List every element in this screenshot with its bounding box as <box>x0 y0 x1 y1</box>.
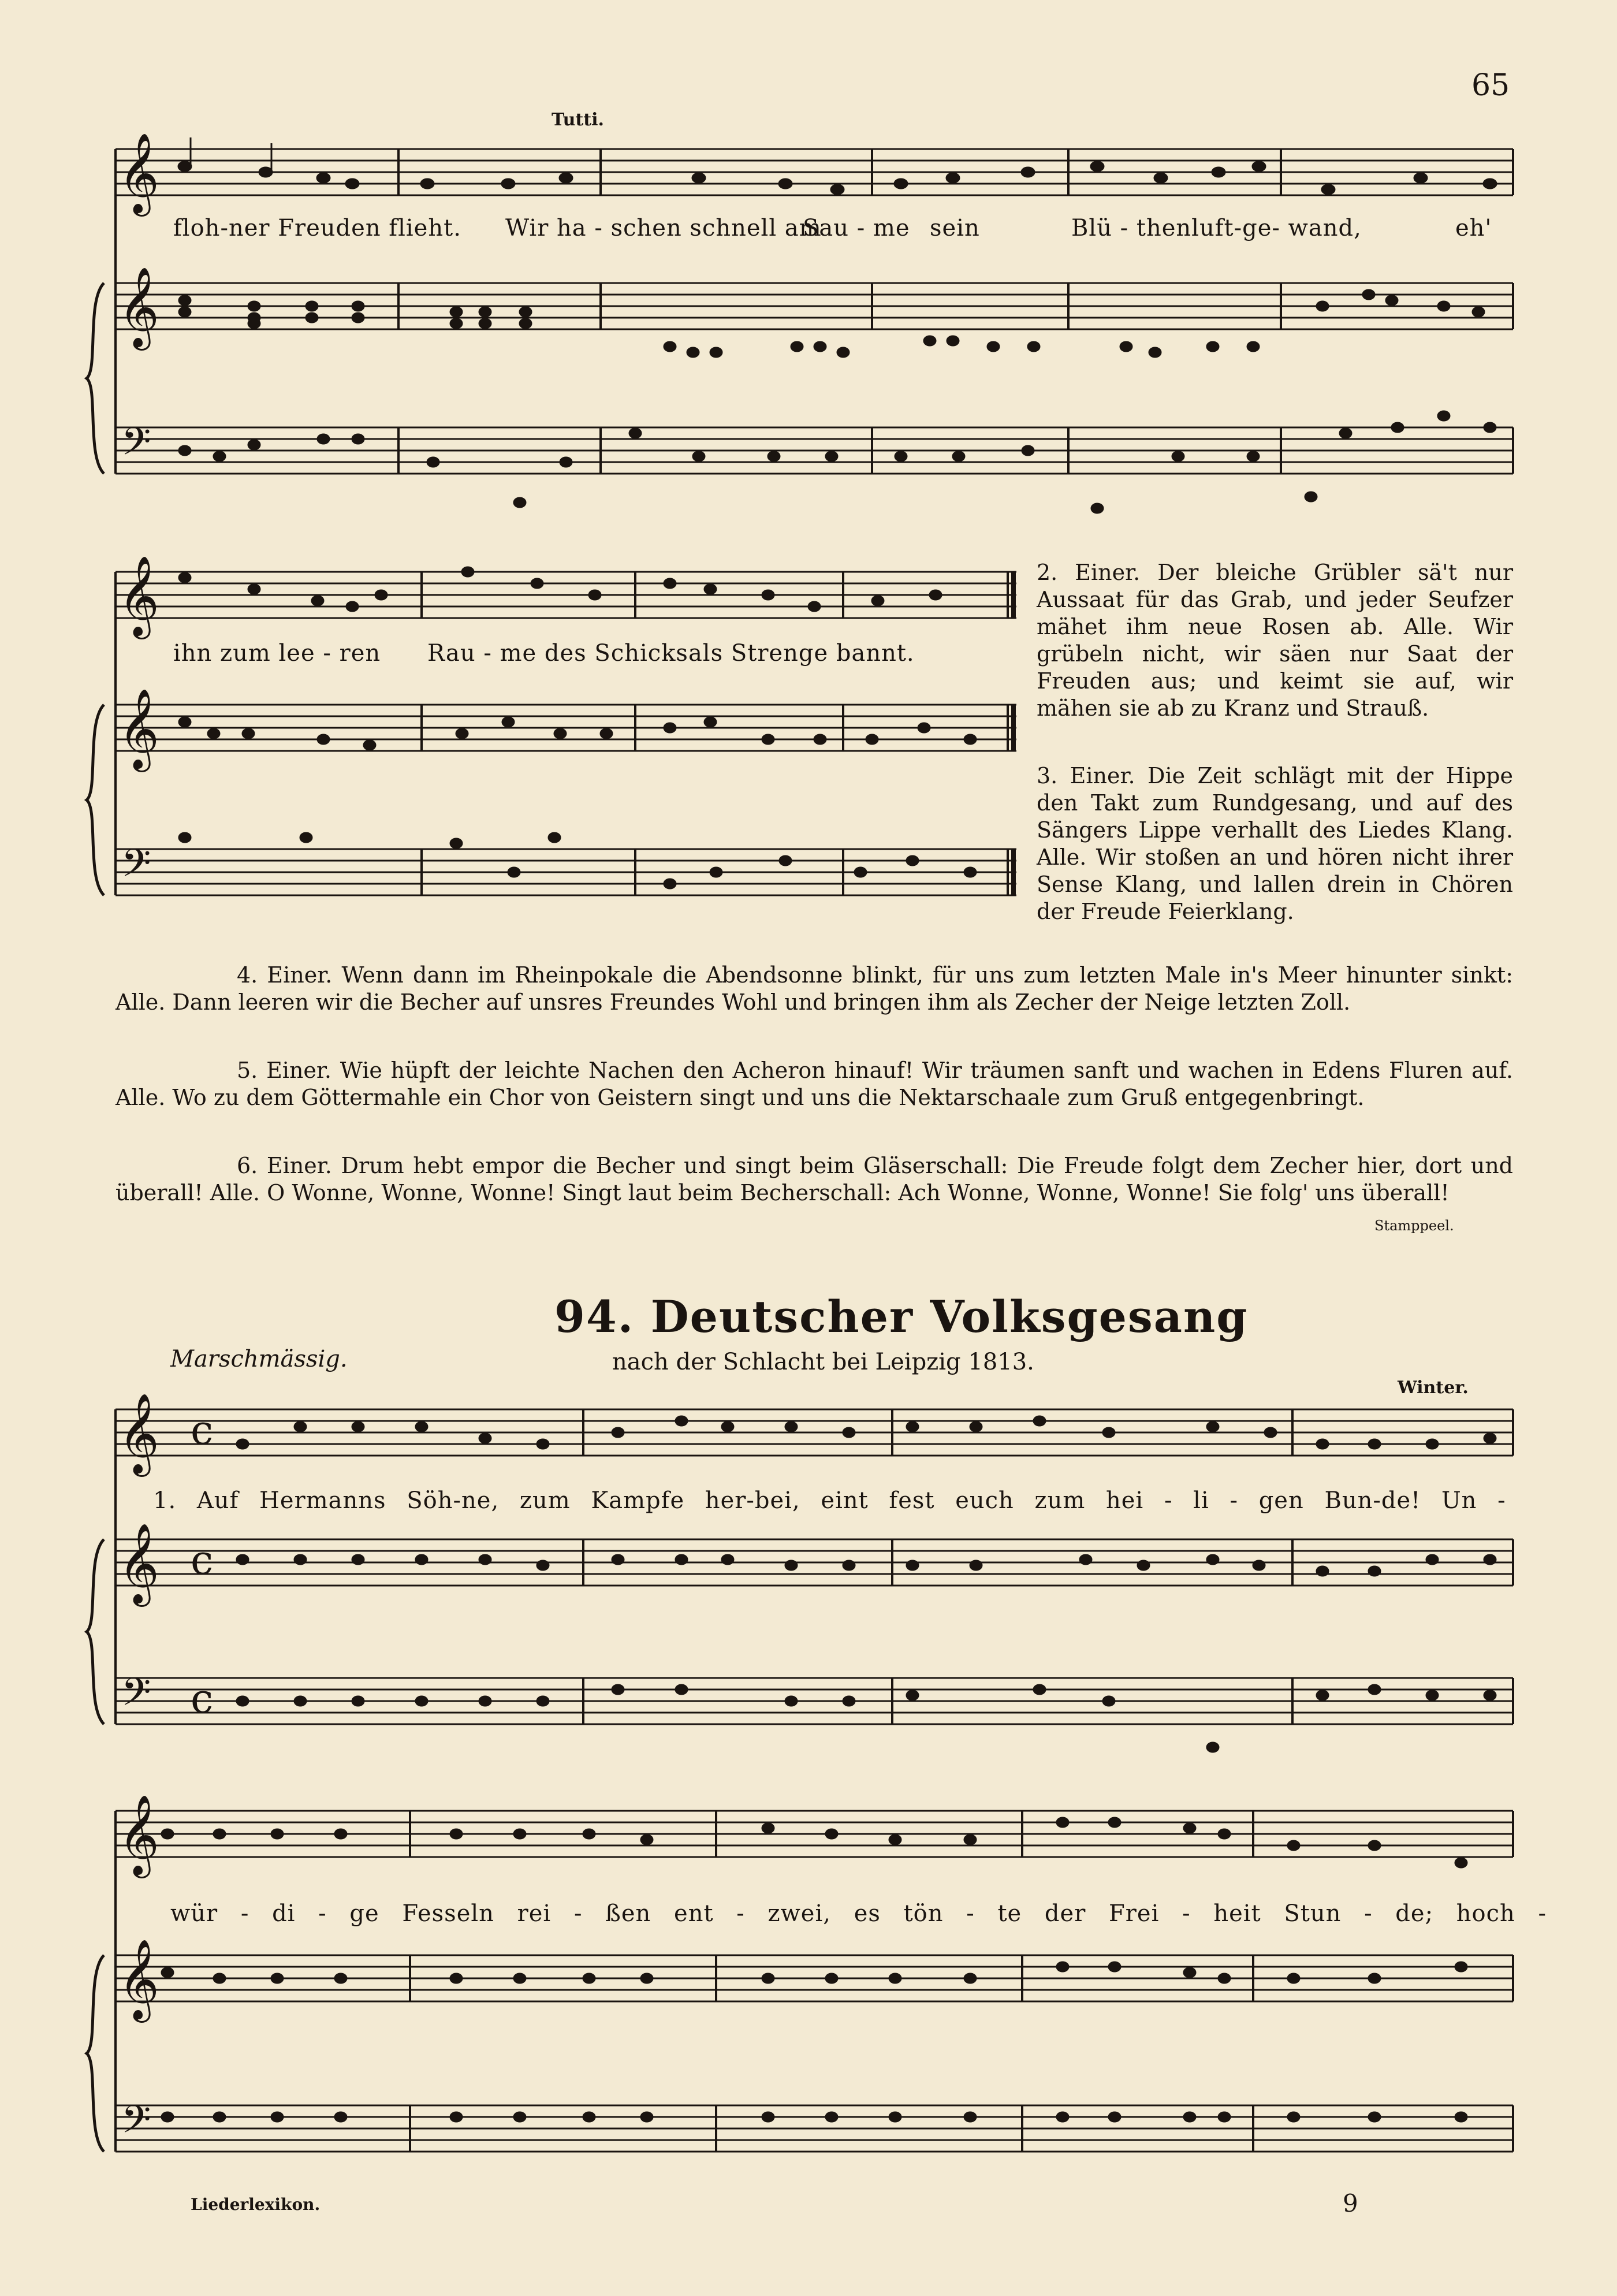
song-title <box>554 1291 1248 1342</box>
svg-text:𝄞: 𝄞 <box>118 556 159 636</box>
svg-text:𝄞: 𝄞 <box>118 267 159 347</box>
verse-4: 4. Einer. Wenn dann im Rheinpokale die Abendsonne blinkt, für uns zum letzten Male in's Meer hinunter sinkt: Alle. Dann leeren wir die Becher auf unsres Freundes Wohl und bringen ihm als Zecher der Neige letzten Zoll. <box>116 962 1513 1015</box>
svg-text:c: c <box>191 1406 214 1454</box>
song-number: 94. <box>554 1291 635 1342</box>
author-credit: Stamppeel. <box>1374 1218 1454 1234</box>
svg-text:𝄞: 𝄞 <box>118 689 159 769</box>
svg-text:c: c <box>191 1675 214 1722</box>
page-number: 65 <box>1471 68 1510 103</box>
lyric-1d: sein <box>930 215 980 241</box>
lyric-1c: Sau - me <box>803 215 910 241</box>
lyric-1a: floh-ner Freuden flieht. <box>173 215 461 241</box>
song-title-text: Deutscher Volksgesang <box>650 1291 1249 1342</box>
lyric-94-1: 1. Auf Hermanns Söh-ne, zum Kampfe her-bei, eint fest euch zum hei - li - gen Bun-de! Un - <box>153 1487 1506 1514</box>
svg-text:𝄞: 𝄞 <box>118 1795 159 1875</box>
svg-text:𝄞: 𝄞 <box>118 1393 159 1473</box>
svg-text:𝄞: 𝄞 <box>118 133 159 213</box>
svg-text:𝄢: 𝄢 <box>121 841 151 895</box>
lyric-1f: eh' <box>1455 215 1492 241</box>
verse-5: 5. Einer. Wie hüpft der leichte Nachen den Acheron hinauf! Wir träumen sanft und wachen in Edens Fluren auf. Alle. Wo zu dem Göttermahle ein Chor von Geistern singt und uns die Nektarschaale zum Gruß entgegenbringt. <box>116 1058 1513 1110</box>
verse-2: 2. Einer. Der bleiche Grübler sä't nur Aussaat für das Grab, und jeder Seufzer mähet ihm neue Rosen ab. Alle. Wir grübeln nicht, wir säen nur Saat der Freuden aus; und keimt sie auf, wir mähen sie ab zu Kranz und Strauß. <box>1037 560 1513 721</box>
song-subtitle: nach der Schlacht bei Leipzig 1813. <box>612 1349 1034 1375</box>
verse-3: 3. Einer. Die Zeit schlägt mit der Hippe den Takt zum Rundgesang, und auf des Sängers Lippe verhallt des Liedes Klang. Alle. Wir stoßen an und hören nicht ihrer Sense Klang, und lallen drein in Chören der Freude Feierklang. <box>1037 763 1513 924</box>
svg-text:𝄞: 𝄞 <box>118 1939 159 2019</box>
svg-text:c: c <box>191 1536 214 1584</box>
svg-text:𝄞: 𝄞 <box>118 1523 159 1603</box>
svg-text:𝄢: 𝄢 <box>121 2097 151 2151</box>
svg-text:𝄢: 𝄢 <box>121 1670 151 1724</box>
footer-sheet-number: 9 <box>1343 2189 1358 2217</box>
lyric-2a: ihn zum lee - ren <box>173 640 381 667</box>
tempo-marking: Marschmässig. <box>170 1346 348 1372</box>
lyric-2b: Rau - me des Schicksals Strenge bannt. <box>427 640 915 667</box>
lyric-94-2: wür - di - ge Fesseln rei - ßen ent - zwei, es tön - te der Frei - heit Stun - de; hoch - <box>170 1900 1547 1927</box>
verse-6: 6. Einer. Drum hebt empor die Becher und singt beim Gläserschall: Die Freude folgt dem Zecher hier, dort und überall! Alle. O Wonne, Wonne, Wonne! Singt laut beim Becherschall: Ach Wonne, Wonne, Wonne! Sie folg' uns überall! <box>116 1153 1513 1205</box>
footer-signature: Liederlexikon. <box>191 2195 321 2214</box>
svg-text:𝄢: 𝄢 <box>121 419 151 473</box>
composer: Winter. <box>1398 1378 1469 1398</box>
lyric-1b: Wir ha - schen schnell am <box>505 215 822 241</box>
tutti-marking: Tutti. <box>552 110 604 130</box>
lyric-1e: Blü - thenluft-ge- wand, <box>1071 215 1362 241</box>
